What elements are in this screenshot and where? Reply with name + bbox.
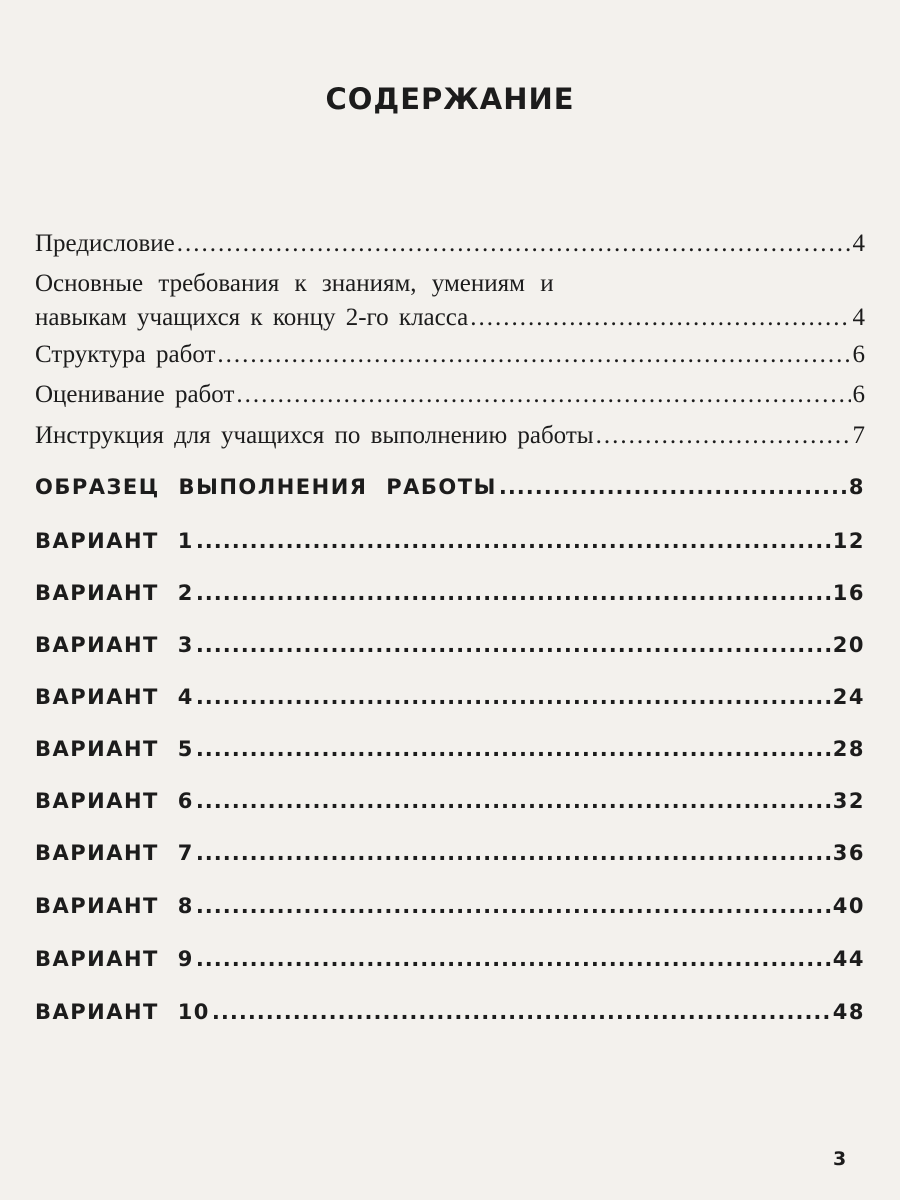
- toc-entry: [35, 381, 865, 409]
- dot-leader: [596, 422, 851, 450]
- toc-page: 12: [832, 529, 865, 553]
- toc-entry: [35, 230, 865, 258]
- toc-label: ВАРИАНТ 5: [35, 737, 194, 761]
- page-title: СОДЕРЖАНИЕ: [325, 82, 575, 116]
- toc-entry: [35, 304, 865, 332]
- toc-page: 24: [832, 685, 865, 709]
- dot-leader: [177, 230, 851, 258]
- toc-label-line1: Основные требования к знаниям, умениям и: [35, 270, 554, 297]
- dot-leader: [196, 633, 831, 657]
- toc-entry: [35, 841, 865, 865]
- toc-page: 4: [852, 230, 865, 257]
- toc-page: 40: [832, 894, 865, 918]
- dot-leader: [212, 1000, 831, 1024]
- toc-label: ВАРИАНТ 2: [35, 581, 194, 605]
- toc-page: 32: [832, 789, 865, 813]
- toc-label: навыкам учащихся к концу 2-го класса: [35, 304, 469, 331]
- toc-label: ВАРИАНТ 8: [35, 894, 194, 918]
- toc-entry: [35, 422, 865, 450]
- toc-page: 7: [852, 422, 865, 449]
- toc-page: 28: [832, 737, 865, 761]
- toc-entry: [35, 1000, 865, 1024]
- toc-page: 6: [852, 341, 865, 368]
- dot-leader: [217, 341, 850, 369]
- dot-leader: [196, 685, 831, 709]
- toc-label: Инструкция для учащихся по выполнению работы: [35, 422, 594, 449]
- toc-page: 44: [832, 947, 865, 971]
- toc-entry: [35, 341, 865, 369]
- toc-entry: [35, 581, 865, 605]
- dot-leader: [470, 304, 850, 332]
- toc-label: ВАРИАНТ 7: [35, 841, 194, 865]
- toc-label: ВАРИАНТ 4: [35, 685, 194, 709]
- dot-leader: [196, 947, 831, 971]
- toc-page: 16: [832, 581, 865, 605]
- toc-label: ВАРИАНТ 9: [35, 947, 194, 971]
- toc-label: ВАРИАНТ 1: [35, 529, 194, 553]
- toc-entry: [35, 947, 865, 971]
- dot-leader: [196, 529, 831, 553]
- dot-leader: [196, 789, 831, 813]
- toc-entry: [35, 633, 865, 657]
- toc-page: 8: [848, 475, 865, 499]
- toc-label: ВАРИАНТ 10: [35, 1000, 210, 1024]
- toc-label: Структура работ: [35, 341, 216, 368]
- dot-leader: [196, 894, 831, 918]
- toc-label: ВАРИАНТ 3: [35, 633, 194, 657]
- toc-label: Оценивание работ: [35, 381, 235, 408]
- toc-entry: [35, 894, 865, 918]
- page-number: 3: [833, 1148, 847, 1170]
- toc-page: 4: [852, 304, 865, 331]
- dot-leader: [196, 737, 831, 761]
- toc-entry: [35, 475, 865, 499]
- toc-entry: [35, 789, 865, 813]
- toc-label: ОБРАЗЕЦ ВЫПОЛНЕНИЯ РАБОТЫ: [35, 475, 497, 499]
- toc-entry: [35, 529, 865, 553]
- toc-page: 20: [832, 633, 865, 657]
- toc-label: Предисловие: [35, 230, 175, 257]
- toc-page: 36: [832, 841, 865, 865]
- toc-page: 48: [832, 1000, 865, 1024]
- dot-leader: [236, 381, 850, 409]
- dot-leader: [499, 475, 847, 499]
- toc-label: ВАРИАНТ 6: [35, 789, 194, 813]
- dot-leader: [196, 841, 831, 865]
- toc-page: 6: [852, 381, 865, 408]
- toc-entry: [35, 685, 865, 709]
- dot-leader: [196, 581, 831, 605]
- toc-entry: [35, 737, 865, 761]
